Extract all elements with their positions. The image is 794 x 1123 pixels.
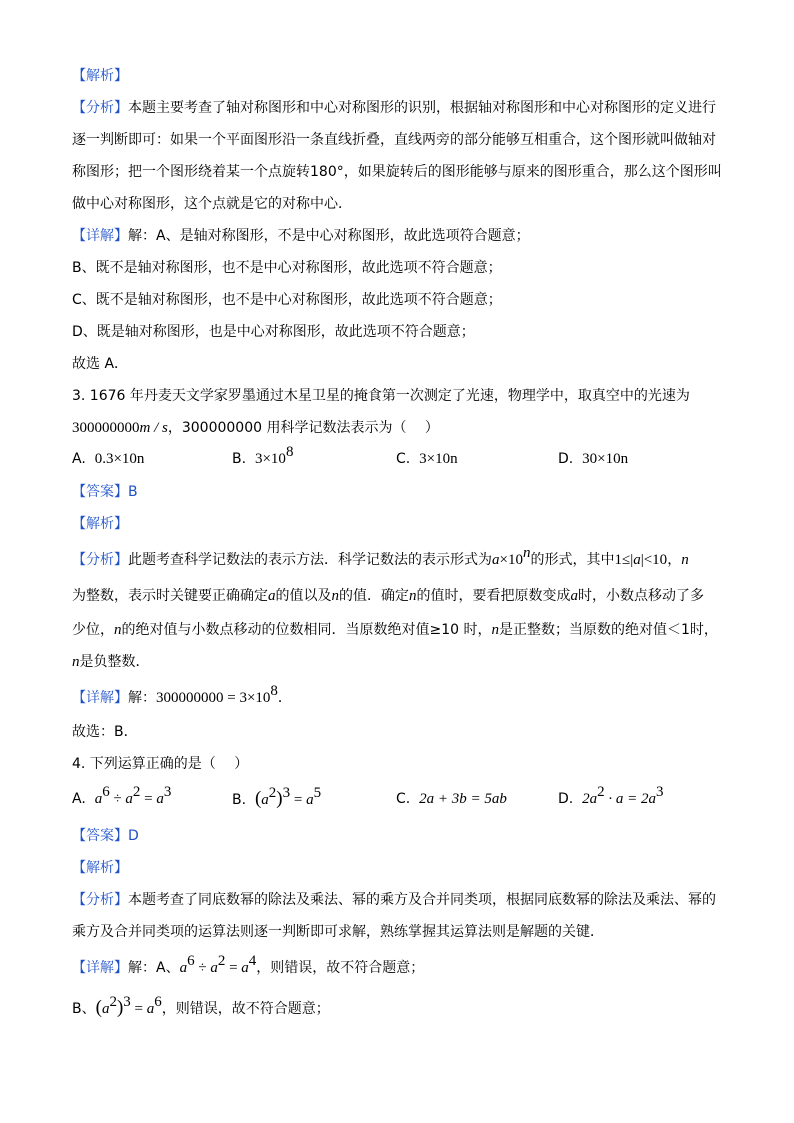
math: = (130, 1001, 147, 1017)
text: 时，小数点移动了多 (578, 588, 704, 604)
math: a (125, 791, 133, 807)
exponent: 6 (102, 784, 110, 800)
math: n (331, 588, 339, 604)
exponent: 8 (270, 683, 278, 699)
analysis-line (72, 586, 704, 606)
exponent: 2 (597, 784, 605, 800)
math: ÷ (194, 960, 211, 976)
math: ÷ (109, 791, 126, 807)
option-b (232, 444, 294, 470)
option-c (396, 448, 458, 470)
text: 少位， (72, 622, 114, 638)
math: n (72, 654, 80, 670)
math: n (114, 622, 122, 638)
math: ) (276, 788, 283, 809)
analysis-line: 称图形；把一个图形绕着某一个点旋转180°，如果旋转后的图形能够与原来的图形重合，那么这个图形叫 (72, 164, 722, 180)
text: 本题主要考查了轴对称图形和中心对称图形的识别，根据轴对称图形和中心对称图形的定义进行 (128, 100, 716, 116)
math: a (633, 552, 641, 568)
option-label: C. (396, 791, 411, 807)
text: 解： (128, 690, 156, 706)
exponent: 4 (248, 953, 257, 969)
option-label: A. (72, 451, 86, 467)
math: · a = 2a (604, 791, 657, 807)
math: ) (116, 997, 124, 1018)
option-value: 3×10 (254, 451, 286, 467)
fenxi-tag: 【分析】 (72, 100, 128, 116)
option-label: B. (232, 451, 247, 467)
text: B、 (72, 1001, 96, 1017)
text: 是正整数；当原数的绝对值＜1时， (499, 622, 718, 638)
exponent: 2 (217, 953, 226, 969)
fenxi-tag: 【分析】 (72, 552, 128, 568)
math: = (290, 792, 307, 808)
analysis-line (72, 652, 150, 672)
text: 的形式，其中 (530, 552, 615, 568)
text: 的绝对值与小数点移动的位数相同．当原数绝对值≥10 时， (121, 622, 492, 638)
question-3-stem: 3. 1676 年丹麦天文学家罗墨通过木星卫星的掩食第一次测定了光速，物理学中，取真空中的光速为 (72, 388, 690, 404)
math: a (156, 791, 164, 807)
math: 1≤| (614, 552, 634, 568)
exponent: 3 (123, 994, 131, 1010)
option-label: D. (558, 451, 574, 467)
fenxi-tag: 【分析】 (72, 892, 128, 908)
option-value: 0.3×10n (94, 451, 145, 467)
question-4-stem: 4. 下列运算正确的是（ ） (72, 756, 249, 772)
option-b (232, 785, 322, 811)
text: ． (277, 690, 292, 706)
question-4-options (72, 784, 732, 810)
analysis-line (72, 98, 716, 118)
analysis-line: 乘方及合并同类项的运算法则逐一判断即可求解，熟练掌握其运算法则是解题的关键． (72, 924, 604, 940)
text: 此题考查科学记数法的表示方法．科学记数法的表示形式为 (128, 552, 492, 568)
math: 2a (582, 791, 598, 807)
math: a (179, 960, 188, 976)
detail-line: D、既是轴对称图形，也是中心对称图形，故此选项不符合题意； (72, 324, 475, 340)
exponent: 8 (285, 444, 294, 460)
question-3-options (72, 444, 732, 470)
text: ， (667, 552, 682, 568)
exponent: 6 (187, 953, 195, 969)
detail-line (72, 994, 330, 1019)
detail-line (72, 683, 292, 708)
answer-line: 【答案】B (72, 484, 138, 500)
math: |<10 (640, 552, 668, 568)
option-label: C. (396, 451, 411, 467)
text: 的值．确定 (339, 588, 409, 604)
exponent: 3 (163, 784, 172, 800)
analysis-line: 做中心对称图形，这个点就是它的对称中心． (72, 196, 352, 212)
math: n (409, 588, 417, 604)
option-label: D. (558, 791, 574, 807)
exponent: 3 (282, 785, 291, 801)
exponent: 6 (154, 994, 162, 1010)
exponent: n (522, 545, 531, 561)
analysis-line: 逐一判断即可：如果一个平面图形沿一条直线折叠，直线两旁的部分能够互相重合，这个图形就叫做轴对 (72, 132, 716, 148)
math: a (241, 960, 249, 976)
text: 解：A、 (128, 960, 180, 976)
jiexi-heading: 【解析】 (72, 860, 128, 876)
option-d (558, 448, 628, 470)
text: ，300000000 用科学记数法表示为（ ） (167, 420, 439, 436)
math: 2a + 3b = 5ab (419, 791, 507, 807)
exponent: 2 (132, 784, 141, 800)
math: 300000000 = 3×10 (156, 690, 271, 706)
text: 解：A、是轴对称图形，不是中心对称图形，故此选项符合题意； (128, 228, 530, 244)
exponent: 2 (268, 785, 277, 801)
answer-line: 【答案】D (72, 828, 139, 844)
jiexi-heading: 【解析】 (72, 516, 128, 532)
math: a (570, 588, 578, 604)
analysis-line (72, 890, 716, 910)
xiangjie-tag: 【详解】 (72, 228, 128, 244)
option-label: A. (72, 791, 86, 807)
option-d (558, 784, 664, 810)
text: 为整数，表示时关键要正确确定 (72, 588, 268, 604)
math: n (491, 622, 499, 638)
math: a (146, 1001, 155, 1017)
exponent: 3 (656, 784, 664, 800)
text: ，则错误，故不符合题意； (256, 960, 425, 976)
text: ，则错误，故不符合题意； (161, 1001, 330, 1017)
analysis-line (72, 545, 689, 570)
text: 本题考查了同底数幂的除法及乘法、幂的乘方及合并同类项，根据同底数幂的除法及乘法、幂的 (128, 892, 716, 908)
option-value: 30×10n (582, 451, 629, 467)
option-c (396, 788, 507, 810)
math: ( (95, 997, 102, 1018)
math: a (306, 792, 314, 808)
text: 的值以及 (275, 588, 332, 604)
math: a (261, 792, 269, 808)
option-value: 3×10n (419, 451, 458, 467)
math: a (492, 552, 500, 568)
detail-line (72, 953, 425, 978)
question-3-stem-2 (72, 418, 439, 438)
conclusion-line: 故选 A． (72, 356, 129, 372)
conclusion-line: 故选：B． (72, 724, 138, 740)
math: ×10 (499, 552, 523, 568)
math: = (140, 791, 157, 807)
math: a (268, 588, 276, 604)
exponent: 2 (109, 994, 117, 1010)
option-a (72, 448, 144, 470)
math: 300000000 (72, 420, 140, 436)
math: a (101, 1001, 110, 1017)
option-label: B. (232, 792, 247, 808)
detail-line: C、既不是轴对称图形，也不是中心对称图形，故此选项不符合题意； (72, 292, 502, 308)
math: a (210, 960, 218, 976)
xiangjie-tag: 【详解】 (72, 960, 128, 976)
math: ( (254, 788, 262, 809)
exponent: 5 (313, 785, 322, 801)
detail-line: B、既不是轴对称图形，也不是中心对称图形，故此选项不符合题意； (72, 260, 502, 276)
math: n (681, 552, 689, 568)
text: 的值时，要看把原数变成 (416, 588, 571, 604)
math: a (94, 791, 103, 807)
math: m / s (139, 420, 168, 436)
jiexi-heading: 【解析】 (72, 68, 128, 84)
option-a (72, 784, 172, 810)
xiangjie-tag: 【详解】 (72, 690, 128, 706)
detail-line (72, 226, 530, 246)
analysis-line (72, 620, 718, 640)
math: = (225, 960, 242, 976)
text: 是负整数． (79, 654, 150, 670)
